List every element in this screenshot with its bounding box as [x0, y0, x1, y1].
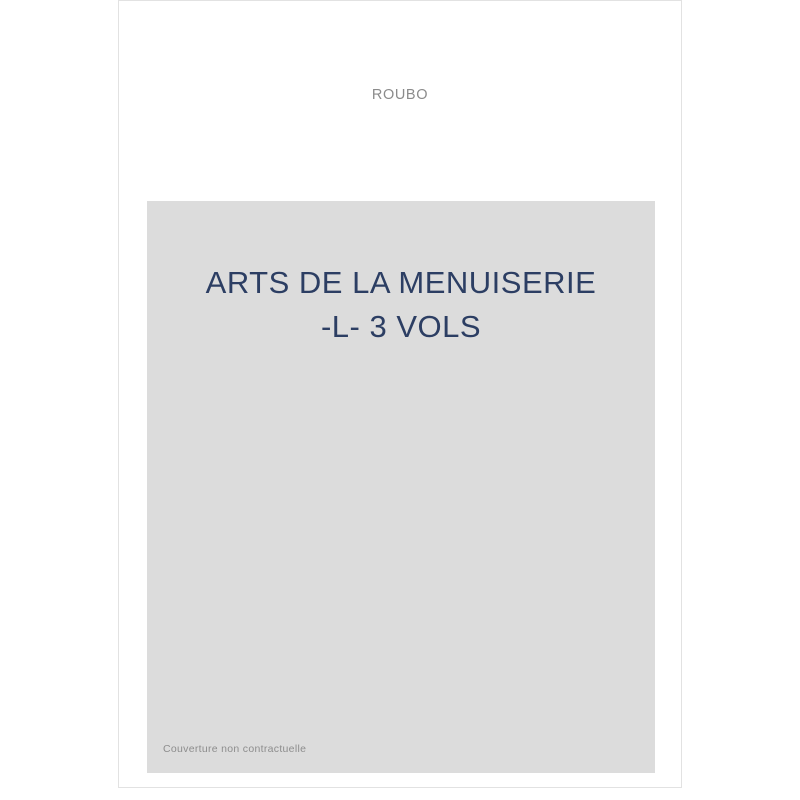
- book-title-line-1: ARTS DE LA MENUISERIE: [205, 265, 597, 300]
- cover-image-placeholder: [147, 201, 655, 773]
- book-title-line-2: -L- 3 VOLS: [320, 309, 482, 344]
- book-cover-sheet: [118, 0, 682, 788]
- cover-disclaimer: Couverture non contractuelle: [163, 743, 307, 755]
- author-name: ROUBO: [371, 87, 429, 103]
- book-title: [147, 261, 655, 349]
